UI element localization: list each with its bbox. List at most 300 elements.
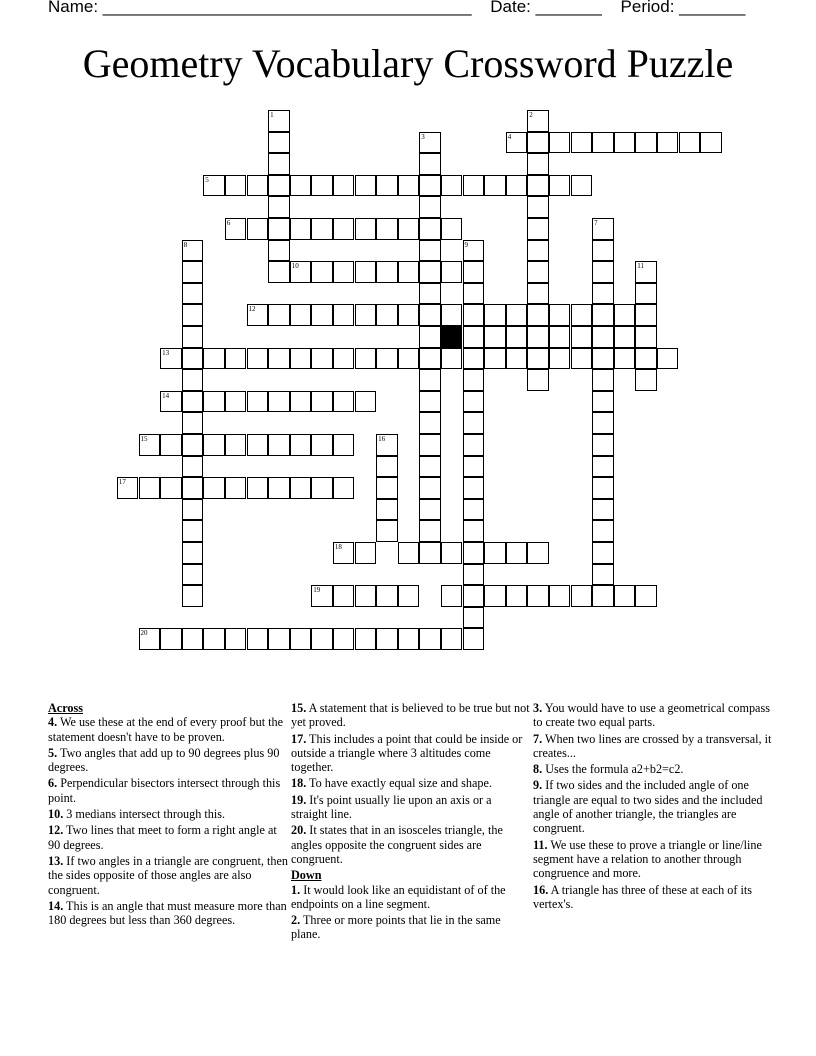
- grid-cell[interactable]: [225, 391, 247, 413]
- grid-cell[interactable]: [527, 585, 549, 607]
- grid-cell[interactable]: [398, 218, 420, 240]
- grid-cell[interactable]: [657, 132, 679, 154]
- grid-cell[interactable]: [549, 175, 571, 197]
- grid-cell[interactable]: [182, 628, 204, 650]
- grid-cell[interactable]: [376, 499, 398, 521]
- grid-cell[interactable]: [419, 283, 441, 305]
- grid-cell[interactable]: [527, 175, 549, 197]
- grid-cell[interactable]: [333, 542, 355, 564]
- grid-cell[interactable]: [182, 499, 204, 521]
- grid-cell[interactable]: [268, 628, 290, 650]
- grid-cell[interactable]: [268, 153, 290, 175]
- grid-cell[interactable]: [311, 391, 333, 413]
- grid-cell[interactable]: [592, 456, 614, 478]
- grid-cell[interactable]: [484, 542, 506, 564]
- grid-cell[interactable]: [571, 132, 593, 154]
- clue-number: 18: [334, 543, 342, 551]
- grid-cell[interactable]: [182, 564, 204, 586]
- grid-cell[interactable]: [355, 348, 377, 370]
- clues-column-2: [291, 701, 531, 944]
- grid-cell[interactable]: [182, 542, 204, 564]
- grid-cell[interactable]: [355, 304, 377, 326]
- grid-cell[interactable]: [376, 218, 398, 240]
- grid-cell[interactable]: [333, 218, 355, 240]
- grid-cell[interactable]: [592, 520, 614, 542]
- grid-cell[interactable]: [182, 412, 204, 434]
- grid-cell[interactable]: [398, 628, 420, 650]
- grid-cell[interactable]: [419, 218, 441, 240]
- grid-cell[interactable]: [419, 499, 441, 521]
- grid-cell[interactable]: [549, 348, 571, 370]
- clue-item: 13. If two angles in a triangle are congruent, then the sides opposite of those angles are also congruent.: [48, 853, 288, 897]
- grid-cell[interactable]: [160, 434, 182, 456]
- clue-item: 3. You would have to use a geometrical compass to create two equal parts.: [533, 701, 770, 730]
- grid-cell[interactable]: [376, 348, 398, 370]
- grid-cell[interactable]: [527, 369, 549, 391]
- grid-cell[interactable]: [398, 261, 420, 283]
- clue-item-number: 6.: [48, 776, 58, 791]
- clue-number: 7: [594, 219, 598, 227]
- grid-cell[interactable]: [592, 283, 614, 305]
- grid-cell[interactable]: [419, 542, 441, 564]
- grid-cell[interactable]: [247, 434, 269, 456]
- grid-cell[interactable]: [463, 175, 485, 197]
- grid-cell[interactable]: [398, 304, 420, 326]
- grid-cell[interactable]: [355, 585, 377, 607]
- clue-number: 3: [421, 132, 425, 141]
- grid-cell[interactable]: [527, 542, 549, 564]
- grid-cell[interactable]: [268, 110, 290, 132]
- grid-cell[interactable]: [527, 283, 549, 305]
- grid-cell[interactable]: [419, 520, 441, 542]
- grid-cell[interactable]: [225, 628, 247, 650]
- grid-cell[interactable]: [376, 434, 398, 456]
- clue-item: 14. This is an angle that must measure more than 180 degrees but less than 360 degrees.: [48, 898, 287, 928]
- clue-item: 2. Three or more points that lie in the same plane.: [291, 913, 501, 942]
- grid-cell[interactable]: [355, 218, 377, 240]
- grid-cell[interactable]: [311, 585, 333, 607]
- grid-cell[interactable]: [311, 434, 333, 456]
- grid-cell[interactable]: [463, 304, 485, 326]
- grid-cell[interactable]: [419, 369, 441, 391]
- grid-cell[interactable]: [419, 175, 441, 197]
- grid-cell[interactable]: [527, 326, 549, 348]
- grid-cell[interactable]: [376, 175, 398, 197]
- grid-cell[interactable]: [117, 477, 139, 499]
- grid-cell[interactable]: [290, 261, 312, 283]
- grid-cell[interactable]: [592, 564, 614, 586]
- grid-cell[interactable]: [527, 304, 549, 326]
- grid-cell[interactable]: [635, 132, 657, 154]
- grid-cell[interactable]: [225, 348, 247, 370]
- grid-cell[interactable]: [160, 391, 182, 413]
- clue-item-number: 10.: [48, 807, 64, 822]
- grid-cell[interactable]: [463, 434, 485, 456]
- clue-item: 8. Uses the formula a2+b2=c2.: [533, 762, 684, 777]
- grid-cell[interactable]: [268, 348, 290, 370]
- clue-item-number: 20.: [291, 823, 307, 838]
- grid-cell[interactable]: [441, 585, 463, 607]
- grid-cell[interactable]: [614, 304, 636, 326]
- grid-cell[interactable]: [527, 348, 549, 370]
- grid-cell[interactable]: [419, 348, 441, 370]
- clue-item: 9. If two sides and the included angle of one triangle are equal to two sides and the included angle of another triangle, the triangles are congruent.: [533, 778, 763, 836]
- grid-cell[interactable]: [290, 434, 312, 456]
- grid-cell[interactable]: [463, 240, 485, 262]
- grid-cell[interactable]: [441, 628, 463, 650]
- grid-cell[interactable]: [182, 477, 204, 499]
- grid-cell[interactable]: [506, 132, 528, 154]
- grid-cell[interactable]: [463, 585, 485, 607]
- grid-cell[interactable]: [419, 240, 441, 262]
- grid-cell[interactable]: [355, 261, 377, 283]
- clue-number: 20: [140, 629, 148, 638]
- clue-number: 5: [205, 175, 209, 184]
- grid-cell[interactable]: [571, 304, 593, 326]
- grid-cell[interactable]: [592, 499, 614, 521]
- grid-cell[interactable]: [592, 391, 614, 413]
- clue-section-heading: Down: [291, 868, 322, 883]
- grid-cell[interactable]: [311, 304, 333, 326]
- grid-cell[interactable]: [311, 348, 333, 370]
- grid-cell[interactable]: [484, 348, 506, 370]
- grid-cell[interactable]: [182, 326, 204, 348]
- grid-cell[interactable]: [247, 175, 269, 197]
- grid-cell[interactable]: [484, 304, 506, 326]
- grid-cell[interactable]: [506, 175, 528, 197]
- clue-number: 14: [162, 391, 170, 400]
- grid-cell[interactable]: [419, 628, 441, 650]
- clue-item: 6. Perpendicular bisectors intersect through this point.: [48, 776, 281, 805]
- grid-cell[interactable]: [333, 175, 355, 197]
- clue-item-number: 12.: [48, 823, 64, 838]
- grid-cell[interactable]: [247, 628, 269, 650]
- clue-item-number: 9.: [533, 778, 543, 793]
- grid-cell[interactable]: [419, 304, 441, 326]
- grid-cell[interactable]: [463, 564, 485, 586]
- grid-cell[interactable]: [311, 218, 333, 240]
- grid-cell[interactable]: [419, 326, 441, 348]
- grid-cell[interactable]: [635, 369, 657, 391]
- grid-cell[interactable]: [290, 348, 312, 370]
- grid-cell[interactable]: [398, 585, 420, 607]
- grid-cell[interactable]: [571, 348, 593, 370]
- grid-cell[interactable]: [247, 477, 269, 499]
- clue-number: 9: [464, 240, 468, 249]
- grid-cell[interactable]: [527, 196, 549, 218]
- clue-item-number: 4.: [48, 715, 58, 730]
- clue-item: 16. A triangle has three of these at each of its vertex's.: [533, 882, 752, 911]
- clue-item: 10. 3 medians intersect through this.: [48, 807, 226, 822]
- grid-cell[interactable]: [614, 348, 636, 370]
- clue-item-number: 1.: [291, 882, 301, 897]
- grid-cell[interactable]: [182, 304, 204, 326]
- grid-cell[interactable]: [376, 628, 398, 650]
- grid-cell[interactable]: [290, 175, 312, 197]
- grid-cell[interactable]: [376, 520, 398, 542]
- grid-cell[interactable]: [139, 477, 161, 499]
- clue-item-number: 5.: [48, 745, 58, 760]
- grid-cell[interactable]: [463, 326, 485, 348]
- grid-cell[interactable]: [614, 326, 636, 348]
- grid-cell[interactable]: [268, 240, 290, 262]
- grid-cell[interactable]: [247, 348, 269, 370]
- grid-cell[interactable]: [463, 607, 485, 629]
- grid-cell[interactable]: [592, 477, 614, 499]
- clue-number: 19: [313, 586, 321, 595]
- grid-cell[interactable]: [419, 477, 441, 499]
- grid-cell[interactable]: [441, 542, 463, 564]
- grid-cell[interactable]: [549, 585, 571, 607]
- grid-cell[interactable]: [182, 456, 204, 478]
- grid-cell[interactable]: [463, 477, 485, 499]
- grid-cell[interactable]: [203, 391, 225, 413]
- grid-cell[interactable]: [419, 153, 441, 175]
- grid-cell[interactable]: [484, 175, 506, 197]
- grid-cell[interactable]: [506, 348, 528, 370]
- grid-cell[interactable]: [463, 456, 485, 478]
- grid-cell[interactable]: [592, 585, 614, 607]
- grid-cell[interactable]: [333, 348, 355, 370]
- grid-cell[interactable]: [592, 434, 614, 456]
- grid-cell[interactable]: [419, 196, 441, 218]
- grid-cell[interactable]: [225, 477, 247, 499]
- clue-item-number: 2.: [291, 913, 301, 928]
- grid-cell[interactable]: [182, 585, 204, 607]
- grid-cell[interactable]: [398, 175, 420, 197]
- clue-number: 11: [637, 262, 645, 271]
- grid-cell[interactable]: [571, 585, 593, 607]
- grid-cell[interactable]: [592, 218, 614, 240]
- grid-cell[interactable]: [419, 412, 441, 434]
- grid-cell[interactable]: [506, 304, 528, 326]
- grid-cell[interactable]: [182, 283, 204, 305]
- grid-cell[interactable]: [376, 304, 398, 326]
- clue-item-number: 19.: [291, 792, 307, 807]
- clue-number: 4: [507, 132, 512, 141]
- grid-cell[interactable]: [203, 434, 225, 456]
- period-field-label[interactable]: Period: _______: [620, 0, 746, 16]
- grid-cell[interactable]: [527, 261, 549, 283]
- grid-cell[interactable]: [419, 261, 441, 283]
- clue-item-number: 16.: [533, 882, 549, 897]
- grid-cell[interactable]: [182, 261, 204, 283]
- grid-cell[interactable]: [268, 175, 290, 197]
- grid-cell[interactable]: [463, 499, 485, 521]
- grid-cell[interactable]: [268, 196, 290, 218]
- grid-cell[interactable]: [182, 391, 204, 413]
- grid-cell[interactable]: [247, 304, 269, 326]
- grid-cell[interactable]: [376, 585, 398, 607]
- grid-cell[interactable]: [225, 218, 247, 240]
- grid-cell[interactable]: [463, 369, 485, 391]
- grid-cell[interactable]: [398, 348, 420, 370]
- grid-cell[interactable]: [247, 218, 269, 240]
- grid-cell[interactable]: [160, 348, 182, 370]
- clue-item: 1. It would look like an equidistant of of the endpoints on a line segment.: [291, 882, 506, 911]
- grid-cell[interactable]: [592, 412, 614, 434]
- grid-cell[interactable]: [484, 585, 506, 607]
- grid-cell[interactable]: [635, 304, 657, 326]
- clue-item: 5. Two angles that add up to 90 degrees plus 90 degrees.: [48, 745, 280, 775]
- grid-cell[interactable]: [290, 477, 312, 499]
- grid-cell[interactable]: [614, 585, 636, 607]
- grid-cell[interactable]: [635, 261, 657, 283]
- grid-cell[interactable]: [139, 434, 161, 456]
- grid-cell[interactable]: [463, 261, 485, 283]
- grid-cell[interactable]: [290, 304, 312, 326]
- grid-cell[interactable]: [268, 261, 290, 283]
- clue-number: 2: [529, 111, 533, 119]
- grid-cell[interactable]: [463, 412, 485, 434]
- grid-cell[interactable]: [182, 434, 204, 456]
- grid-cell[interactable]: [268, 218, 290, 240]
- grid-cell[interactable]: [311, 477, 333, 499]
- grid-cell[interactable]: [592, 326, 614, 348]
- grid-cell[interactable]: [527, 218, 549, 240]
- grid-cell[interactable]: [182, 520, 204, 542]
- grid-cell[interactable]: [182, 240, 204, 262]
- grid-cell[interactable]: [355, 628, 377, 650]
- grid-cell[interactable]: [376, 456, 398, 478]
- grid-cell[interactable]: [527, 110, 549, 132]
- clue-number: 1: [270, 111, 274, 119]
- clue-item: 15. A statement that is believed to be true but not yet proved.: [291, 701, 530, 730]
- grid-cell[interactable]: [484, 326, 506, 348]
- name-field-label[interactable]: Name: _______________________________________: [48, 0, 472, 16]
- grid-cell[interactable]: [333, 628, 355, 650]
- grid-cell[interactable]: [592, 240, 614, 262]
- grid-cell[interactable]: [463, 628, 485, 650]
- grid-cell[interactable]: [419, 391, 441, 413]
- grid-cell[interactable]: [290, 628, 312, 650]
- grid-cell[interactable]: [182, 369, 204, 391]
- grid-cell[interactable]: [333, 304, 355, 326]
- grid-cell[interactable]: [225, 434, 247, 456]
- grid-cell[interactable]: [225, 175, 247, 197]
- grid-cell[interactable]: [592, 132, 614, 154]
- clues-column-3: [533, 701, 773, 913]
- puzzle-title: Geometry Vocabulary Crossword Puzzle: [82, 41, 734, 86]
- grid-cell[interactable]: [571, 326, 593, 348]
- grid-cell[interactable]: [506, 585, 528, 607]
- grid-cell[interactable]: [203, 477, 225, 499]
- grid-cell[interactable]: [160, 477, 182, 499]
- grid-cell[interactable]: [182, 348, 204, 370]
- grid-cell[interactable]: [592, 369, 614, 391]
- grid-cell[interactable]: [571, 175, 593, 197]
- grid-cell[interactable]: [290, 218, 312, 240]
- grid-cell[interactable]: [441, 218, 463, 240]
- grid-cell[interactable]: [333, 585, 355, 607]
- grid-cell[interactable]: [506, 542, 528, 564]
- grid-cell[interactable]: [419, 456, 441, 478]
- date-field-label[interactable]: Date: _______: [490, 0, 602, 16]
- grid-cell[interactable]: [376, 261, 398, 283]
- grid-cell[interactable]: [419, 434, 441, 456]
- clue-number: 6: [226, 219, 231, 227]
- grid-cell[interactable]: [441, 175, 463, 197]
- grid-cell[interactable]: [635, 283, 657, 305]
- grid-cell[interactable]: [441, 348, 463, 370]
- grid-cell[interactable]: [268, 477, 290, 499]
- grid-cell[interactable]: [203, 348, 225, 370]
- grid-cell[interactable]: [268, 304, 290, 326]
- clue-item-number: 18.: [291, 776, 307, 791]
- grid-cell[interactable]: [355, 542, 377, 564]
- grid-cell[interactable]: [549, 304, 571, 326]
- grid-cell[interactable]: [700, 132, 722, 154]
- grid-cell[interactable]: [311, 261, 333, 283]
- grid-cell[interactable]: [441, 304, 463, 326]
- grid-cell[interactable]: [160, 628, 182, 650]
- clue-section-heading: Across: [48, 701, 83, 715]
- grid-cell[interactable]: [463, 391, 485, 413]
- grid-cell[interactable]: [527, 132, 549, 154]
- grid-cell[interactable]: [311, 628, 333, 650]
- grid-cell[interactable]: [635, 348, 657, 370]
- grid-cell[interactable]: [657, 348, 679, 370]
- grid-cell[interactable]: [592, 304, 614, 326]
- grid-cell[interactable]: [463, 520, 485, 542]
- grid-cell[interactable]: [592, 542, 614, 564]
- grid-cell[interactable]: [592, 261, 614, 283]
- grid-cell[interactable]: [419, 132, 441, 154]
- grid-cell[interactable]: [268, 391, 290, 413]
- grid-cell[interactable]: [203, 628, 225, 650]
- clue-item-number: 17.: [291, 731, 307, 746]
- grid-cell[interactable]: [355, 391, 377, 413]
- grid-cell[interactable]: [592, 348, 614, 370]
- grid-cell[interactable]: [268, 132, 290, 154]
- grid-cell[interactable]: [398, 542, 420, 564]
- grid-cell[interactable]: [614, 132, 636, 154]
- clue-number: 12: [248, 305, 256, 314]
- grid-cell[interactable]: [441, 261, 463, 283]
- grid-cell[interactable]: [463, 283, 485, 305]
- grid-cell[interactable]: [549, 132, 571, 154]
- grid-cell[interactable]: [333, 434, 355, 456]
- grid-cell[interactable]: [333, 391, 355, 413]
- grid-cell[interactable]: [311, 175, 333, 197]
- clue-item-number: 8.: [533, 762, 543, 777]
- clue-item-number: 14.: [48, 898, 64, 913]
- grid-cell[interactable]: [679, 132, 701, 154]
- grid-cell[interactable]: [290, 391, 312, 413]
- grid-cell[interactable]: [527, 240, 549, 262]
- grid-cell[interactable]: [506, 326, 528, 348]
- grid-cell[interactable]: [203, 175, 225, 197]
- grid-cell[interactable]: [333, 477, 355, 499]
- grid-cell[interactable]: [463, 348, 485, 370]
- clue-item: 20. It states that in an isosceles triangle, the angles opposite the congruent sides are congruent.: [291, 823, 503, 866]
- clue-number: 15: [140, 435, 148, 443]
- grid-cell[interactable]: [635, 326, 657, 348]
- grid-cell[interactable]: [355, 175, 377, 197]
- grid-cell[interactable]: [376, 477, 398, 499]
- grid-cell[interactable]: [268, 434, 290, 456]
- grid-cell[interactable]: [549, 326, 571, 348]
- clues-column-1: [48, 701, 288, 929]
- clue-item: 12. Two lines that meet to form a right angle at 90 degrees.: [48, 823, 277, 852]
- grid-cell[interactable]: [463, 542, 485, 564]
- grid-cell[interactable]: [139, 628, 161, 650]
- grid-cell[interactable]: [333, 261, 355, 283]
- grid-cell[interactable]: [527, 153, 549, 175]
- grid-cell[interactable]: [247, 391, 269, 413]
- clue-item: 18. To have exactly equal size and shape.: [291, 776, 492, 791]
- grid-cell[interactable]: [635, 585, 657, 607]
